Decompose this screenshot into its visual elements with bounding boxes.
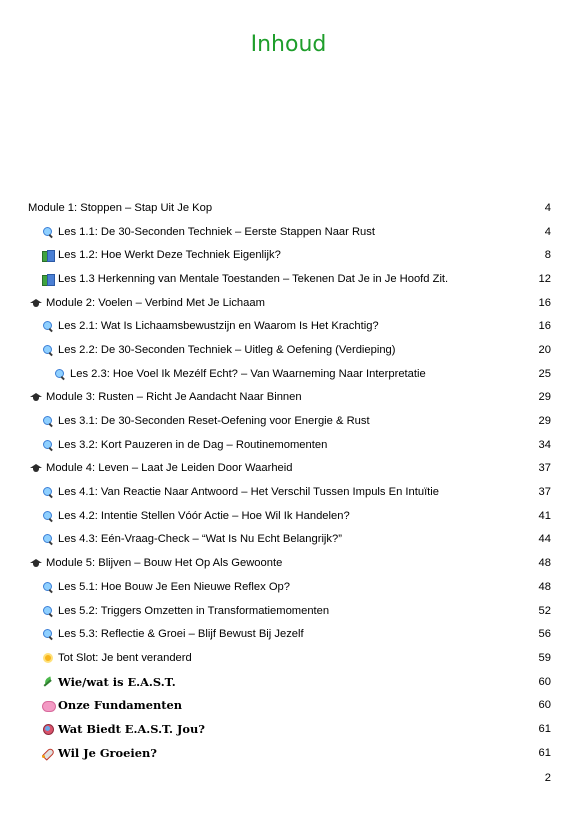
toc-entry[interactable] bbox=[0, 267, 577, 291]
toc-entry[interactable] bbox=[0, 314, 577, 338]
toc-entry-text: Onze Fundamenten bbox=[58, 698, 183, 713]
toc-entry-page: 25 bbox=[538, 367, 551, 380]
toc-entry-text: Wie/wat is E.A.S.T. bbox=[58, 674, 176, 689]
books-icon bbox=[42, 249, 54, 261]
toc-entry-text: Les 3.2: Kort Pauzeren in de Dag – Routinemomenten bbox=[58, 438, 328, 451]
toc-entry-label bbox=[42, 249, 281, 261]
toc-entry-page: 16 bbox=[538, 320, 551, 333]
toc-entry-label bbox=[30, 557, 282, 569]
toc-entry-text: Module 4: Leven – Laat Je Leiden Door Waarheid bbox=[46, 462, 293, 475]
toc-entry-text: Les 2.2: De 30-Seconden Techniek – Uitleg & Oefening (Verdieping) bbox=[58, 343, 396, 356]
toc-entry-label bbox=[42, 439, 327, 451]
search-icon bbox=[42, 320, 54, 332]
cap-icon bbox=[30, 462, 42, 474]
toc-entry-label bbox=[42, 226, 375, 238]
herb-icon bbox=[42, 676, 54, 688]
toc-entry-text: Les 4.3: Eén-Vraag-Check – “Wat Is Nu Echt Belangrijk?” bbox=[58, 533, 342, 546]
toc-entry-page: 48 bbox=[538, 557, 551, 570]
toc-entry[interactable] bbox=[0, 717, 577, 741]
cap-icon bbox=[30, 557, 42, 569]
search-icon bbox=[42, 439, 54, 451]
table-of-contents bbox=[0, 196, 577, 765]
toc-entry-label bbox=[42, 581, 290, 593]
cap-icon bbox=[30, 297, 42, 309]
toc-entry-label bbox=[42, 652, 192, 664]
toc-entry-text: Les 3.1: De 30-Seconden Reset-Oefening voor Energie & Rust bbox=[58, 415, 370, 428]
toc-entry-page: 20 bbox=[538, 343, 551, 356]
toc-entry[interactable] bbox=[0, 693, 577, 717]
toc-entry[interactable] bbox=[0, 551, 577, 575]
toc-entry-text: Les 1.1: De 30-Seconden Techniek – Eerste Stappen Naar Rust bbox=[58, 225, 375, 238]
toc-entry[interactable] bbox=[0, 646, 577, 670]
toc-entry-text: Wil Je Groeien? bbox=[58, 745, 157, 760]
brain-icon bbox=[42, 699, 54, 711]
toc-entry-text: Les 5.2: Triggers Omzetten in Transformatiemomenten bbox=[58, 604, 330, 617]
toc-entry-label bbox=[42, 510, 350, 522]
toc-entry[interactable] bbox=[0, 243, 577, 267]
toc-entry-label bbox=[42, 533, 342, 545]
toc-entry-label bbox=[30, 391, 302, 403]
search-icon bbox=[42, 605, 54, 617]
search-icon bbox=[42, 226, 54, 238]
toc-entry-text: Module 3: Rusten – Richt Je Aandacht Naar Binnen bbox=[46, 391, 302, 404]
books-icon bbox=[42, 273, 54, 285]
toc-entry-label bbox=[42, 746, 157, 760]
page-title: Inhoud bbox=[250, 32, 327, 57]
toc-entry[interactable] bbox=[0, 457, 577, 481]
toc-entry-label bbox=[28, 202, 212, 214]
toc-entry[interactable] bbox=[0, 670, 577, 694]
toc-entry-text: Les 4.1: Van Reactie Naar Antwoord – Het Verschil Tussen Impuls En Intuïtie bbox=[58, 486, 439, 499]
toc-entry-text: Les 1.3 Herkenning van Mentale Toestanden – Tekenen Dat Je in Je Hoofd Zit. bbox=[58, 272, 449, 285]
toc-entry-text: Module 5: Blijven – Bouw Het Op Als Gewoonte bbox=[46, 557, 283, 570]
toc-entry-page: 41 bbox=[538, 509, 551, 522]
toc-entry[interactable] bbox=[0, 504, 577, 528]
toc-entry-page: 56 bbox=[538, 628, 551, 641]
toc-entry[interactable] bbox=[0, 433, 577, 457]
toc-entry-text: Les 5.3: Reflectie & Groei – Blijf Bewust Bij Jezelf bbox=[58, 628, 304, 641]
page-number: 2 bbox=[544, 772, 551, 784]
toc-entry-label bbox=[42, 486, 439, 498]
search-icon bbox=[42, 581, 54, 593]
toc-entry-text: Les 2.3: Hoe Voel Ik Mezélf Echt? – Van Waarneming Naar Interpretatie bbox=[70, 367, 426, 380]
globe-icon bbox=[42, 723, 54, 735]
search-icon bbox=[42, 415, 54, 427]
sun-icon bbox=[42, 652, 54, 664]
toc-entry-page: 59 bbox=[538, 651, 551, 664]
toc-entry-page: 60 bbox=[538, 699, 551, 712]
toc-entry-page: 16 bbox=[538, 296, 551, 309]
toc-entry-label bbox=[30, 462, 293, 474]
toc-entry-page: 29 bbox=[538, 391, 551, 404]
cap-icon bbox=[30, 391, 42, 403]
toc-entry-page: 48 bbox=[538, 580, 551, 593]
search-icon bbox=[42, 344, 54, 356]
toc-entry-label bbox=[42, 415, 370, 427]
toc-entry[interactable] bbox=[0, 480, 577, 504]
toc-entry[interactable] bbox=[0, 386, 577, 410]
toc-entry-text: Les 5.1: Hoe Bouw Je Een Nieuwe Reflex Op? bbox=[58, 580, 290, 593]
toc-entry-label bbox=[42, 605, 329, 617]
toc-entry-label bbox=[30, 297, 265, 309]
toc-entry-text: Tot Slot: Je bent veranderd bbox=[58, 651, 192, 664]
toc-entry-label bbox=[42, 698, 182, 712]
toc-entry[interactable] bbox=[0, 362, 577, 386]
toc-entry-label bbox=[42, 675, 176, 689]
search-icon bbox=[42, 486, 54, 498]
toc-entry[interactable] bbox=[0, 220, 577, 244]
toc-entry-page: 61 bbox=[538, 746, 551, 759]
toc-entry-text: Module 1: Stoppen – Stap Uit Je Kop bbox=[28, 201, 213, 214]
toc-entry-page: 52 bbox=[538, 604, 551, 617]
toc-entry[interactable] bbox=[0, 741, 577, 765]
rocket-icon bbox=[42, 747, 54, 759]
toc-entry-page: 4 bbox=[544, 225, 551, 238]
toc-entry-page: 60 bbox=[538, 675, 551, 688]
toc-entry-page: 61 bbox=[538, 722, 551, 735]
toc-entry-label bbox=[42, 320, 379, 332]
toc-entry-label bbox=[42, 344, 396, 356]
toc-entry-page: 4 bbox=[544, 201, 551, 214]
search-icon bbox=[54, 368, 66, 380]
toc-entry-text: Les 1.2: Hoe Werkt Deze Techniek Eigenlijk? bbox=[58, 249, 281, 262]
toc-entry-text: Wat Biedt E.A.S.T. Jou? bbox=[58, 721, 205, 736]
toc-entry-page: 34 bbox=[538, 438, 551, 451]
toc-entry[interactable] bbox=[0, 622, 577, 646]
toc-entry[interactable] bbox=[0, 409, 577, 433]
toc-entry[interactable] bbox=[0, 338, 577, 362]
toc-entry-page: 29 bbox=[538, 415, 551, 428]
toc-entry[interactable] bbox=[0, 196, 577, 220]
toc-entry-text: Module 2: Voelen – Verbind Met Je Lichaam bbox=[46, 296, 265, 309]
search-icon bbox=[42, 533, 54, 545]
search-icon bbox=[42, 510, 54, 522]
toc-entry-text: Les 2.1: Wat Is Lichaamsbewustzijn en Waarom Is Het Krachtig? bbox=[58, 320, 379, 333]
toc-entry-text: Les 4.2: Intentie Stellen Vóór Actie – Hoe Wil Ik Handelen? bbox=[58, 509, 350, 522]
toc-entry[interactable] bbox=[0, 291, 577, 315]
toc-entry-label bbox=[42, 722, 205, 736]
toc-entry-label bbox=[42, 628, 304, 640]
toc-entry[interactable] bbox=[0, 599, 577, 623]
toc-entry-page: 44 bbox=[538, 533, 551, 546]
toc-entry-label bbox=[54, 368, 426, 380]
toc-entry[interactable] bbox=[0, 528, 577, 552]
toc-entry[interactable] bbox=[0, 575, 577, 599]
search-icon bbox=[42, 628, 54, 640]
toc-entry-page: 37 bbox=[538, 462, 551, 475]
toc-entry-page: 37 bbox=[538, 486, 551, 499]
toc-entry-label bbox=[42, 273, 448, 285]
toc-entry-page: 8 bbox=[544, 249, 551, 262]
toc-entry-page: 12 bbox=[538, 272, 551, 285]
